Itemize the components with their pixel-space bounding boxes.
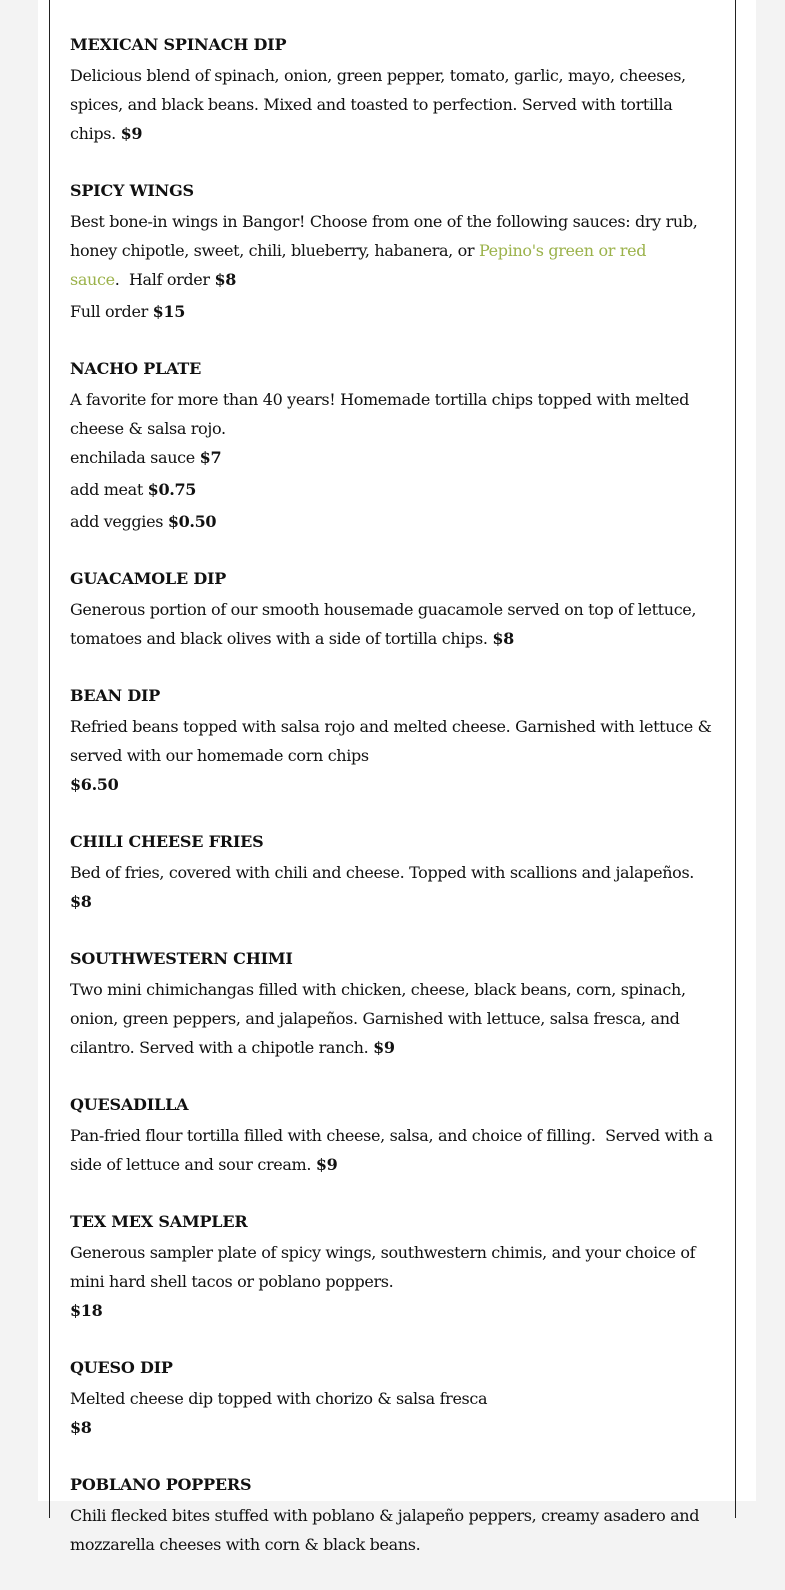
price-line (70, 1413, 720, 1442)
description-text: Two mini chimichangas filled with chicken, cheese, black beans, corn, spinach, onion, green peppers, and jalapeños. Garnished with lettuce, salsa fresca, and cilantro. Served with a chipotle ranch. (70, 980, 686, 1057)
item-name: QUESO DIP (70, 1358, 173, 1377)
item-name: BEAN DIP (70, 686, 161, 705)
item-description: Chili flecked bites stuffed with poblano & jalapeño peppers, creamy asadero and mozzarella cheeses with corn & black beans. (70, 1506, 700, 1554)
menu-item (70, 1473, 720, 1559)
menu-item (70, 947, 720, 1062)
half-order-label: . Half order (114, 270, 210, 289)
option-price: $0.75 (147, 480, 197, 499)
menu-item (70, 684, 720, 799)
description-text: Delicious blend of spinach, onion, green pepper, tomato, garlic, mayo, cheeses, spices, and black beans. Mixed and toasted to perfection. Served with tortilla chips. (70, 66, 686, 143)
description-text: Generous portion of our smooth housemade guacamole served on top of lettuce, tomatoes and black olives with a side of tortilla chips. (70, 600, 697, 648)
item-description (70, 61, 720, 148)
item-price: $8 (492, 629, 514, 648)
item-price: $18 (70, 1301, 103, 1320)
half-order-price: $8 (214, 270, 237, 289)
option-label: add veggies (70, 512, 164, 531)
menu-item (70, 567, 720, 653)
option-line (70, 507, 720, 536)
full-order-line (70, 297, 720, 326)
menu-item (70, 1093, 720, 1179)
item-description: Melted cheese dip topped with chorizo & salsa fresca (70, 1389, 488, 1408)
menu-item (70, 357, 720, 536)
item-description (70, 858, 720, 916)
item-name: QUESADILLA (70, 1095, 189, 1114)
price-line (70, 770, 720, 799)
item-description: A favorite for more than 40 years! Homemade tortilla chips topped with melted cheese & salsa rojo. (70, 390, 690, 438)
item-name: GUACAMOLE DIP (70, 569, 227, 588)
item-name: TEX MEX SAMPLER (70, 1212, 248, 1231)
full-order-label: Full order (70, 302, 148, 321)
option-price: $7 (199, 448, 222, 467)
item-description (70, 975, 720, 1062)
item-description (70, 1121, 720, 1179)
menu-item (70, 33, 720, 148)
item-name: SPICY WINGS (70, 181, 194, 200)
menu-item (70, 830, 720, 916)
menu-item (70, 1210, 720, 1325)
item-price: $6.50 (70, 775, 119, 794)
option-label: enchilada sauce (70, 448, 195, 467)
option-label: add meat (70, 480, 143, 499)
item-name: CHILI CHEESE FRIES (70, 832, 264, 851)
option-price: $0.50 (167, 512, 217, 531)
item-price: $8 (70, 892, 92, 911)
sauce-link[interactable]: Pepino's green or red sauce (70, 241, 647, 289)
description-text: Best bone-in wings in Bangor! Choose from one of the following sauces: dry rub, honey chipotle, sweet, chili, blueberry, habanera, or (70, 212, 698, 260)
item-description (70, 207, 720, 294)
item-name: NACHO PLATE (70, 359, 202, 378)
option-line (70, 443, 720, 472)
option-line (70, 475, 720, 504)
item-price: $8 (70, 1418, 92, 1437)
full-order-price: $15 (152, 302, 185, 321)
item-price: $9 (120, 124, 143, 143)
item-price: $9 (373, 1038, 395, 1057)
description-text: Bed of fries, covered with chili and cheese. Topped with scallions and jalapeños. (70, 863, 695, 882)
item-price: $9 (315, 1155, 338, 1174)
appetizer-menu (70, 33, 720, 1590)
menu-item (70, 1356, 720, 1442)
item-description (70, 595, 720, 653)
price-line (70, 1296, 720, 1325)
item-description: Generous sampler plate of spicy wings, southwestern chimis, and your choice of mini hard shell tacos or poblano poppers. (70, 1243, 696, 1291)
menu-item (70, 179, 720, 326)
item-description: Refried beans topped with salsa rojo and melted cheese. Garnished with lettuce & served with our homemade corn chips (70, 717, 712, 765)
item-name: MEXICAN SPINACH DIP (70, 35, 287, 54)
description-text: Pan-fried flour tortilla filled with cheese, salsa, and choice of filling. Served with a side of lettuce and sour cream. (70, 1126, 718, 1174)
item-name: POBLANO POPPERS (70, 1475, 252, 1494)
item-name: SOUTHWESTERN CHIMI (70, 949, 293, 968)
